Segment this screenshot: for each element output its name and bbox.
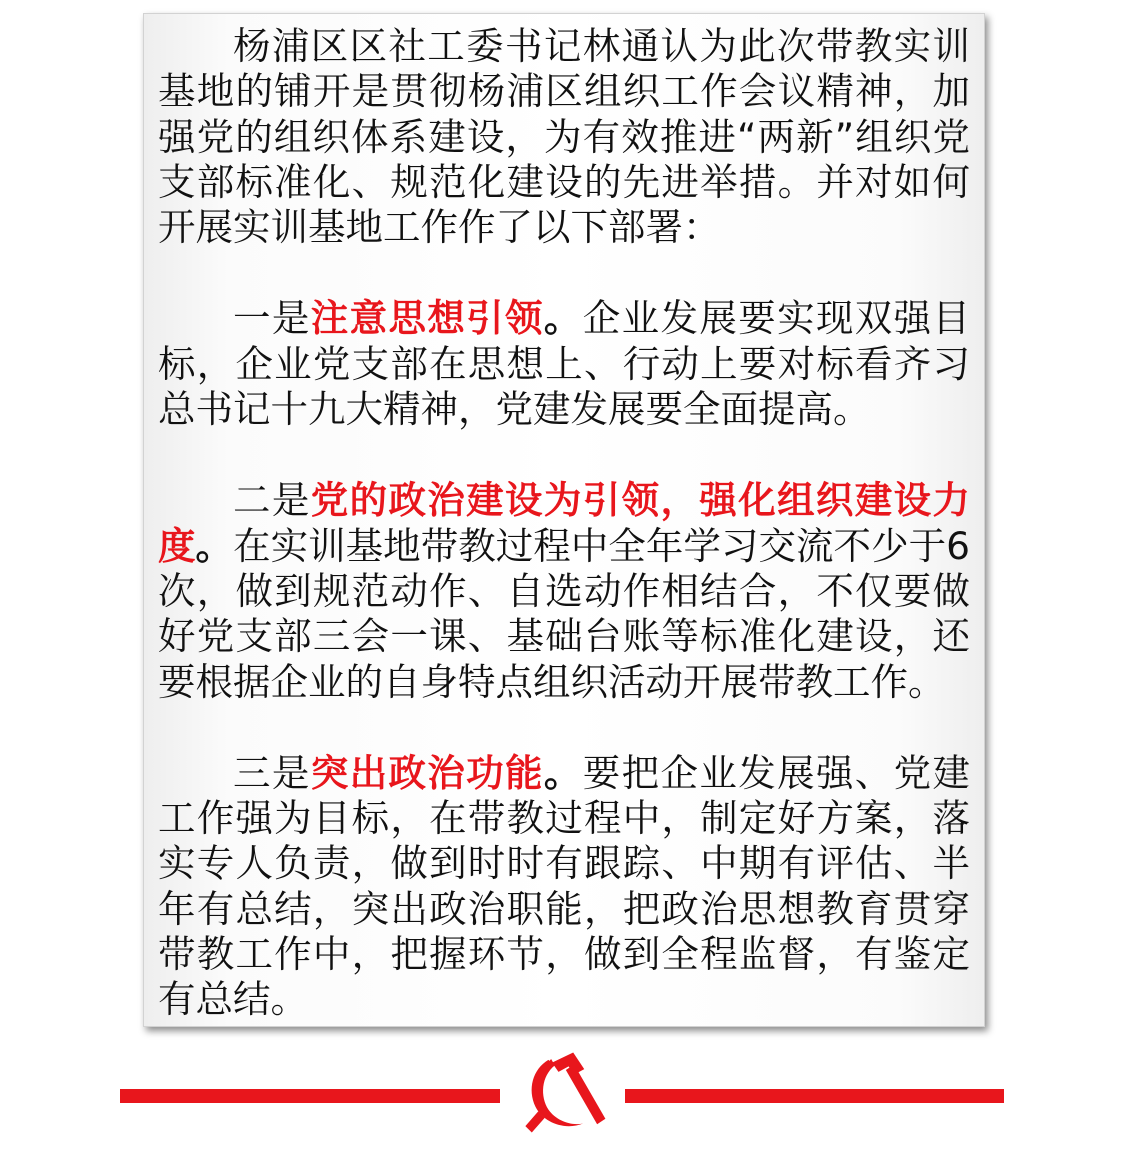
article-card bbox=[143, 13, 985, 1027]
point-lead: 二是 bbox=[233, 478, 311, 523]
point-paragraph-2 bbox=[158, 478, 970, 704]
point-body: 在实训基地带教过程中全年学习交流不少于6次，做到规范动作、自选动作相结合，不仅要做好党支部三会一课、基础台账等标准化建设，还要根据企业的自身特点组织活动开展带教工作。 bbox=[158, 523, 970, 704]
intro-paragraph: 杨浦区区社工委书记林通认为此次带教实训基地的铺开是贯彻杨浦区组织工作会议精神，加强党的组织体系建设，为有效推进“两新”组织党支部标准化、规范化建设的先进举措。并对如何开展实训基地工作作了以下部署： bbox=[158, 24, 970, 250]
point-punct: 。 bbox=[195, 523, 234, 568]
point-paragraph-3 bbox=[158, 751, 970, 1023]
divider-left bbox=[120, 1089, 500, 1103]
point-body: 要把企业发展强、党建工作强为目标，在带教过程中，制定好方案，落实专人负责，做到时时有跟踪、中期有评估、半年有总结，突出政治职能，把政治思想教育贯穿带教工作中，把握环节，做到全程监督，有鉴定有总结。 bbox=[158, 750, 971, 1022]
point-highlight: 注意思想引领 bbox=[310, 296, 544, 341]
point-paragraph-1 bbox=[158, 296, 970, 432]
point-highlight: 党的政治建设为引领，强化组织建设力度 bbox=[158, 478, 971, 568]
divider-right bbox=[625, 1089, 1004, 1103]
point-lead: 一是 bbox=[233, 296, 311, 341]
point-lead: 三是 bbox=[233, 750, 311, 795]
party-emblem-icon bbox=[518, 1047, 610, 1139]
point-punct: 。 bbox=[543, 296, 583, 341]
point-body: 企业发展要实现双强目标，企业党支部在思想上、行动上要对标看齐习总书记十九大精神，党建发展要全面提高。 bbox=[158, 296, 971, 432]
point-punct: 。 bbox=[543, 750, 583, 795]
point-highlight: 突出政治功能 bbox=[310, 750, 544, 795]
